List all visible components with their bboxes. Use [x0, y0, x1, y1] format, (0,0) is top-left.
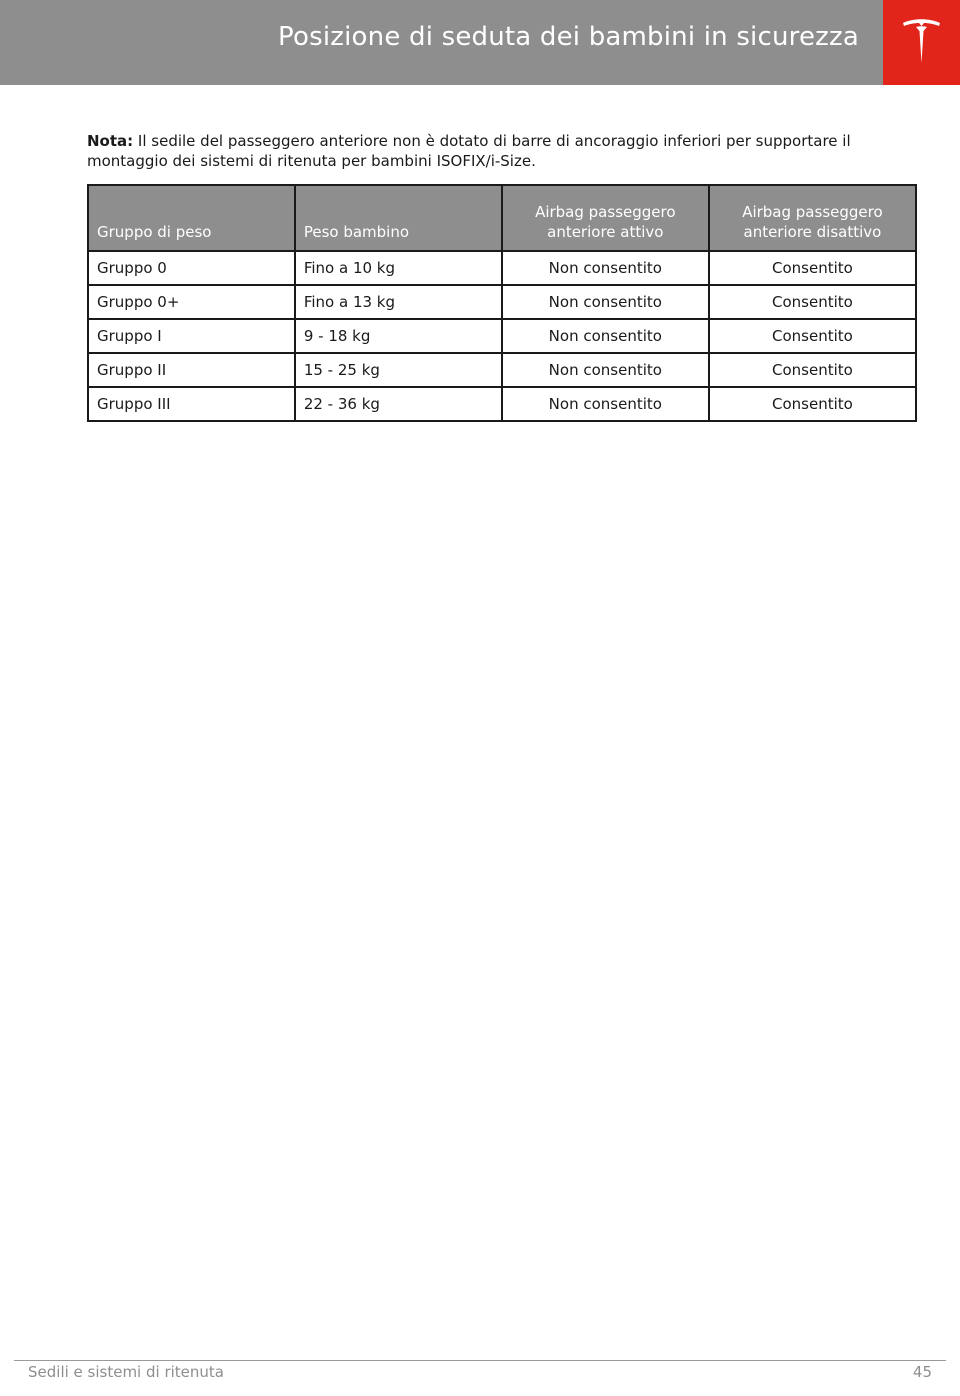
child-seat-table [87, 184, 917, 422]
note-text: Il sedile del passeggero anteriore non è dotato di barre di ancoraggio inferiori per supportare il montaggio dei sistemi di ritenuta per bambini ISOFIX/i-Size. [87, 132, 851, 170]
table-row [88, 319, 916, 353]
logo-box [883, 0, 960, 85]
cell-child-weight: Fino a 10 kg [295, 251, 502, 285]
cell-airbag-inactive: Consentito [709, 319, 916, 353]
footer-divider [14, 1360, 946, 1361]
cell-airbag-active: Non consentito [502, 285, 709, 319]
footer-section-title: Sedili e sistemi di ritenuta [28, 1363, 224, 1381]
page-number: 45 [912, 1363, 932, 1381]
header-weight-group: Gruppo di peso [88, 185, 295, 251]
note-paragraph [87, 131, 867, 171]
header-airbag-active: Airbag passeggero anteriore attivo [502, 185, 709, 251]
cell-airbag-inactive: Consentito [709, 285, 916, 319]
tesla-logo-icon [901, 17, 942, 65]
table-row [88, 251, 916, 285]
header-child-weight: Peso bambino [295, 185, 502, 251]
note-label: Nota: [87, 132, 134, 150]
cell-child-weight: 15 - 25 kg [295, 353, 502, 387]
table-row [88, 285, 916, 319]
cell-child-weight: Fino a 13 kg [295, 285, 502, 319]
table-row [88, 353, 916, 387]
page-title: Posizione di seduta dei bambini in sicurezza [278, 22, 859, 52]
table-row [88, 387, 916, 421]
cell-weight-group: Gruppo II [88, 353, 295, 387]
cell-weight-group: Gruppo 0+ [88, 285, 295, 319]
header-bar [0, 0, 883, 85]
cell-airbag-active: Non consentito [502, 319, 709, 353]
cell-airbag-inactive: Consentito [709, 387, 916, 421]
cell-airbag-inactive: Consentito [709, 251, 916, 285]
table-header-row [88, 185, 916, 251]
cell-child-weight: 22 - 36 kg [295, 387, 502, 421]
cell-weight-group: Gruppo I [88, 319, 295, 353]
cell-weight-group: Gruppo III [88, 387, 295, 421]
cell-child-weight: 9 - 18 kg [295, 319, 502, 353]
cell-airbag-active: Non consentito [502, 251, 709, 285]
cell-airbag-active: Non consentito [502, 353, 709, 387]
cell-airbag-active: Non consentito [502, 387, 709, 421]
cell-airbag-inactive: Consentito [709, 353, 916, 387]
cell-weight-group: Gruppo 0 [88, 251, 295, 285]
header-airbag-inactive: Airbag passeggero anteriore disattivo [709, 185, 916, 251]
